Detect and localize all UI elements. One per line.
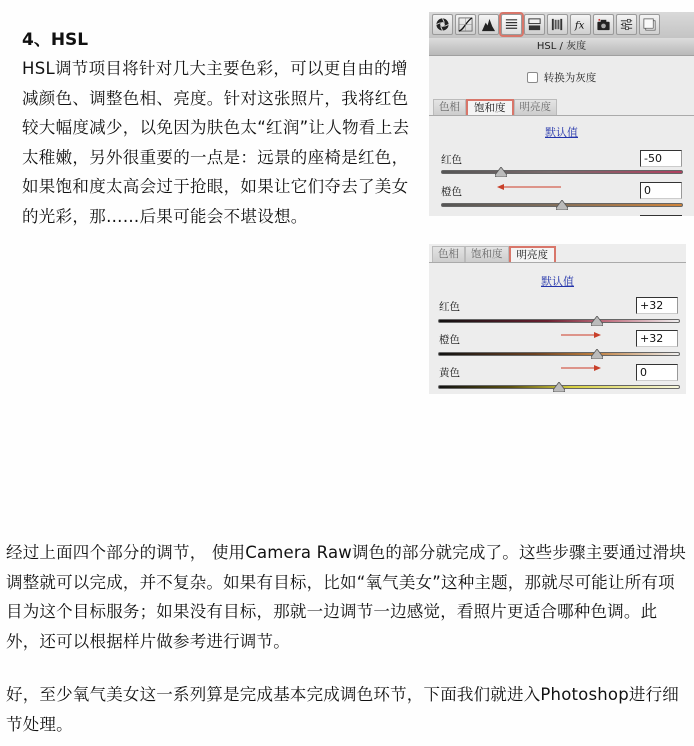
tab-divider xyxy=(429,262,686,263)
lens-corrections-icon[interactable] xyxy=(547,14,568,35)
hsl-tabs xyxy=(433,99,557,115)
slider-thumb-orange[interactable] xyxy=(591,349,603,359)
panel-toolbar xyxy=(429,12,694,38)
hsl-panel-luminance xyxy=(429,244,686,394)
slider-label-orange: 橙色 xyxy=(441,186,462,198)
grayscale-toggle[interactable] xyxy=(429,70,694,85)
value-input-red[interactable]: +32 xyxy=(636,297,678,314)
panel-header: HSL / 灰度 xyxy=(429,38,694,56)
slider-thumb-yellow[interactable] xyxy=(553,382,565,392)
slider-track-red[interactable] xyxy=(441,170,683,174)
default-link[interactable]: 默认值 xyxy=(545,126,578,139)
slider-label-yellow: 黄色 xyxy=(439,367,460,379)
grayscale-label: 转换为灰度 xyxy=(543,72,597,84)
slider-thumb-red[interactable] xyxy=(495,167,507,177)
tab-saturation[interactable]: 饱和度 xyxy=(465,246,509,262)
slider-track-orange[interactable] xyxy=(438,352,680,356)
fx-icon[interactable] xyxy=(570,14,591,35)
tab-luminance[interactable]: 明亮度 xyxy=(509,246,557,262)
split-toning-icon[interactable] xyxy=(524,14,545,35)
value-input-orange[interactable]: +32 xyxy=(636,330,678,347)
tab-hue[interactable]: 色相 xyxy=(432,246,465,262)
value-input-red[interactable]: -50 xyxy=(640,150,682,167)
slider-thumb-red[interactable] xyxy=(591,316,603,326)
tab-luminance[interactable]: 明亮度 xyxy=(514,99,558,115)
tab-divider xyxy=(429,115,694,116)
paragraph-summary: 经过上面四个部分的调节， 使用Camera Raw调色的部分就完成了。这些步骤主要通过滑块调整就可以完成，并不复杂。如果有目标，比如“氧气美女”这种主题，那就尽可能让所有项目为这个目标服务；如果没有目标，那就一边调节一边感觉，看照片更适合哪种色调。此外，还可以根据样片做参考进行调节。 xyxy=(6,543,686,651)
next-value-input-edge xyxy=(640,215,682,216)
slider-track-red[interactable] xyxy=(438,319,680,323)
arrow-left-indicator xyxy=(497,183,561,191)
tab-saturation[interactable]: 饱和度 xyxy=(466,99,514,115)
svg-text:fx: fx xyxy=(574,19,585,32)
section-title: 4、HSL xyxy=(22,30,89,50)
intro-text: HSL调节项目将针对几大主要色彩，可以更自由的增减颜色、调整色相、亮度。针对这张照片，我将红色较大幅度减少，以免因为肤色太“红润”让人物看上去太稚嫩，另外很重要的一点是：远景的座椅是红色，如果饱和度太高会过于抢眼，如果让它们夺去了美女的光彩，那……后果可能会不堪设想。 xyxy=(22,59,410,226)
arrow-right-indicator-orange xyxy=(561,331,601,339)
tone-curve-icon[interactable] xyxy=(455,14,476,35)
arrow-right-indicator-yellow xyxy=(561,364,601,372)
paragraph-next-step: 好，至少氧气美女这一系列算是完成基本完成调色环节，下面我们就进入Photoshop进行细节处理。 xyxy=(6,685,679,734)
snapshots-icon[interactable] xyxy=(639,14,660,35)
slider-label-orange: 橙色 xyxy=(439,334,460,346)
value-input-orange[interactable]: 0 xyxy=(640,182,682,199)
detail-icon[interactable] xyxy=(478,14,499,35)
hsl-icon[interactable] xyxy=(501,14,522,35)
value-input-yellow[interactable]: 0 xyxy=(636,364,678,381)
camera-calibration-icon[interactable] xyxy=(593,14,614,35)
hsl-panel-saturation xyxy=(429,12,694,216)
grayscale-checkbox[interactable] xyxy=(527,72,538,83)
slider-thumb-orange[interactable] xyxy=(556,200,568,210)
default-link[interactable]: 默认值 xyxy=(541,275,574,288)
slider-label-red: 红色 xyxy=(439,301,460,313)
presets-icon[interactable] xyxy=(616,14,637,35)
tab-hue[interactable]: 色相 xyxy=(433,99,466,115)
slider-label-red: 红色 xyxy=(441,154,462,166)
basic-aperture-icon[interactable] xyxy=(432,14,453,35)
hsl-tabs xyxy=(432,246,556,262)
